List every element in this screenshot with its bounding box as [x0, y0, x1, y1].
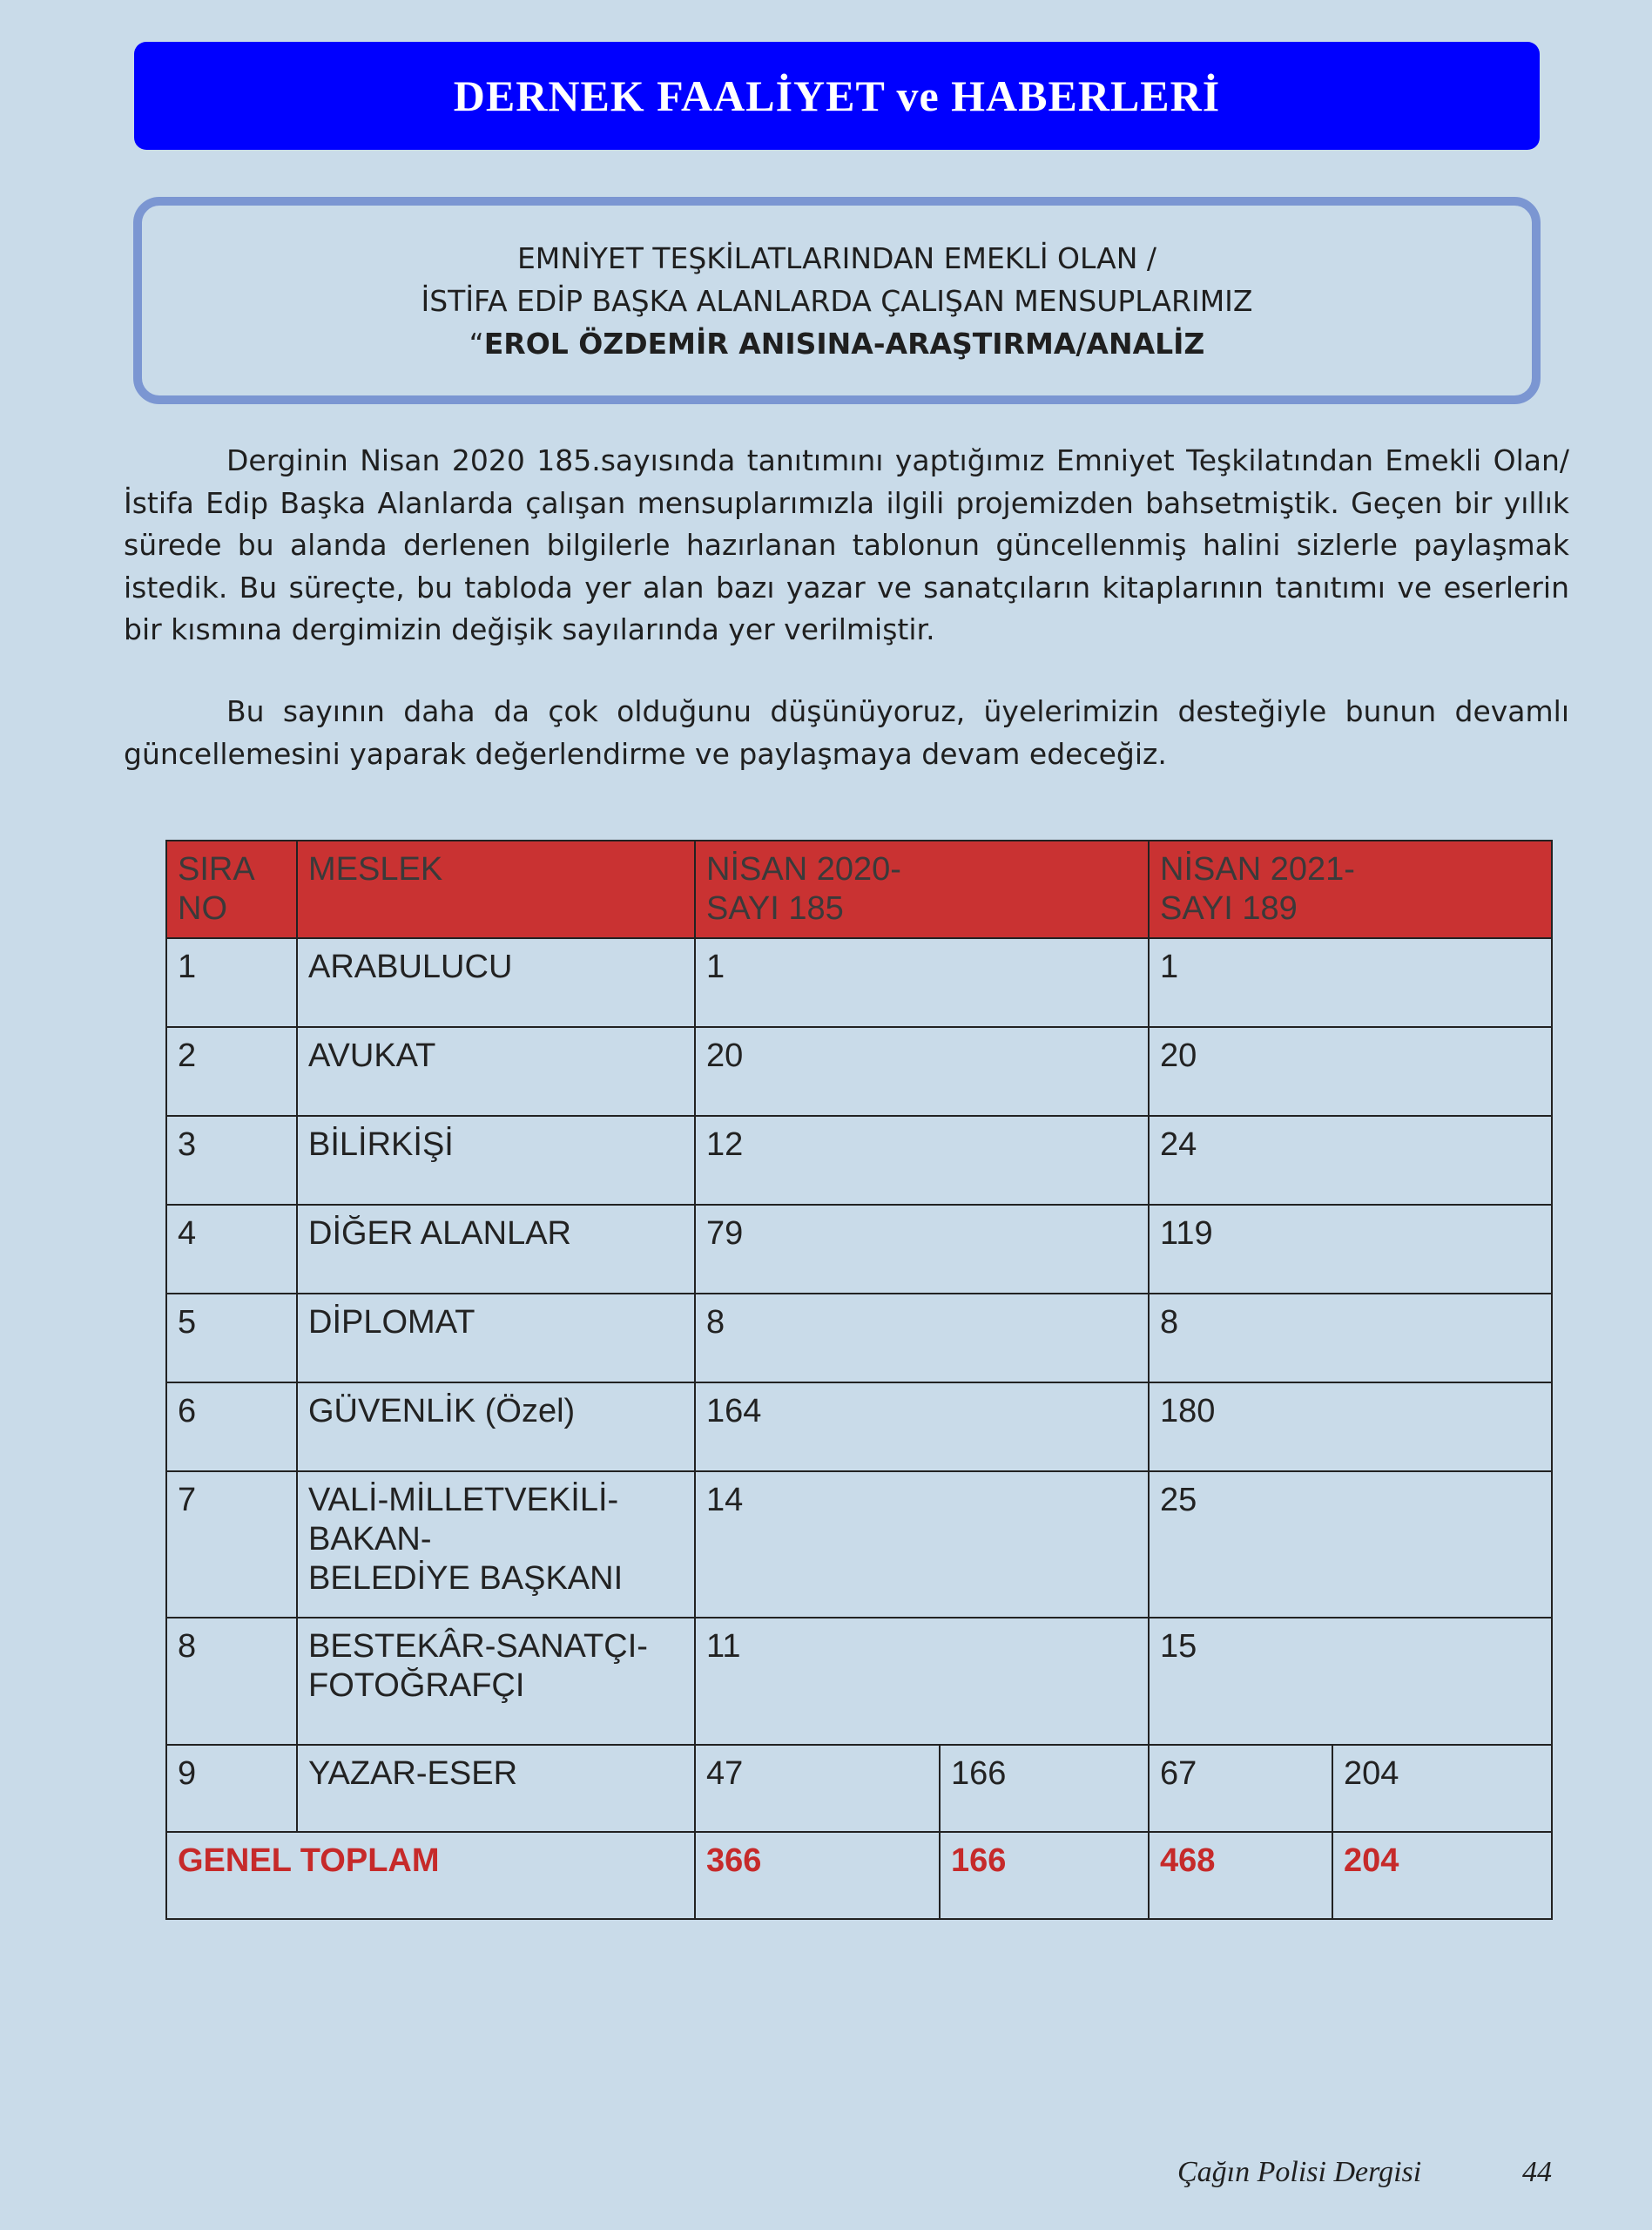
row-value-2020: 14	[695, 1471, 1149, 1618]
row-meslek: VALİ-MİLLETVEKİLİ- BAKAN- BELEDİYE BAŞKANI	[297, 1471, 695, 1618]
magazine-name: Çağın Polisi Dergisi	[1177, 2156, 1422, 2188]
row-value-2021: 1	[1149, 938, 1552, 1027]
row-value-2020: 20	[695, 1027, 1149, 1116]
row-no: 4	[166, 1205, 297, 1294]
row-no: 3	[166, 1116, 297, 1205]
row-value-2020: 164	[695, 1382, 1149, 1471]
row-value-2020: 1	[695, 938, 1149, 1027]
row-eser-2020: 166	[940, 1745, 1149, 1832]
row-meslek: ARABULUCU	[297, 938, 695, 1027]
row-meslek: BESTEKÂR-SANATÇI- FOTOĞRAFÇI	[297, 1618, 695, 1745]
row-value-2021: 15	[1149, 1618, 1552, 1745]
row-meslek: BİLİRKİŞİ	[297, 1116, 695, 1205]
paragraph-1-text: Derginin Nisan 2020 185.sayısında tanıtımını yaptığımız Emniyet Teşkilatından Emekli Olan/İstifa Edip Başka Alanlarda çalışan mensuplarımızla ilgili projemizden bahsetmiştik. Geçen bir yıllık sürede bu alanda derlenen bilgilerle hazırlanan tablonun güncellenmiş halini sizlerle paylaşmak istedik. Bu süreçte, bu tabloda yer alan bazı yazar ve sanatçıların kitaplarının tanıtımı ve eserlerin bir kısmına dergimizin değişik sayılarında yer verilmiştir.	[124, 443, 1569, 646]
table-row	[166, 1471, 1552, 1618]
row-value-2021: 119	[1149, 1205, 1552, 1294]
section-title: DERNEK FAALİYET ve HABERLERİ	[453, 71, 1221, 120]
body-paragraph-1	[124, 440, 1569, 652]
row-eser-2021: 204	[1332, 1745, 1552, 1832]
row-no: 5	[166, 1294, 297, 1382]
row-meslek: DİPLOMAT	[297, 1294, 695, 1382]
article-title-line1: EMNİYET TEŞKİLATLARINDAN EMEKLİ OLAN /	[516, 240, 1157, 275]
total-label: GENEL TOPLAM	[166, 1832, 695, 1919]
quote-mark: “	[469, 326, 484, 361]
table-body	[166, 938, 1552, 1919]
table-row	[166, 1294, 1552, 1382]
row-meslek: YAZAR-ESER	[297, 1745, 695, 1832]
table-row	[166, 1745, 1552, 1832]
header-no: SIRA NO	[166, 841, 297, 938]
row-value-2021: 67	[1149, 1745, 1332, 1832]
row-value-2021: 180	[1149, 1382, 1552, 1471]
row-no: 1	[166, 938, 297, 1027]
profession-table	[165, 840, 1553, 1920]
body-paragraph-2	[124, 691, 1569, 775]
header-2021: NİSAN 2021- SAYI 189	[1149, 841, 1552, 938]
row-meslek: GÜVENLİK (Özel)	[297, 1382, 695, 1471]
table-row	[166, 1116, 1552, 1205]
row-meslek: AVUKAT	[297, 1027, 695, 1116]
header-2020: NİSAN 2020- SAYI 185	[695, 841, 1149, 938]
row-value-2020: 11	[695, 1618, 1149, 1745]
row-no: 6	[166, 1382, 297, 1471]
row-value-2021: 20	[1149, 1027, 1552, 1116]
total-row	[166, 1832, 1552, 1919]
row-value-2020: 47	[695, 1745, 940, 1832]
section-header	[134, 42, 1540, 150]
row-no: 8	[166, 1618, 297, 1745]
table-row	[166, 1382, 1552, 1471]
row-value-2021: 24	[1149, 1116, 1552, 1205]
table-row	[166, 938, 1552, 1027]
row-no: 7	[166, 1471, 297, 1618]
total-eser-2021: 204	[1332, 1832, 1552, 1919]
row-value-2020: 8	[695, 1294, 1149, 1382]
row-meslek: DİĞER ALANLAR	[297, 1205, 695, 1294]
row-no: 2	[166, 1027, 297, 1116]
paragraph-2-text: Bu sayının daha da çok olduğunu düşünüyoruz, üyelerimizin desteğiyle bunun devamlı güncellemesini yaparak değerlendirme ve paylaşmaya devam edeceğiz.	[124, 694, 1569, 771]
article-title-line2: İSTİFA EDİP BAŞKA ALANLARDA ÇALIŞAN MENSUPLARIMIZ	[421, 283, 1253, 318]
article-title-line3	[469, 322, 1205, 365]
row-value-2020: 79	[695, 1205, 1149, 1294]
article-title-bold: EROL ÖZDEMİR ANISINA-ARAŞTIRMA/ANALİZ	[483, 326, 1205, 361]
header-meslek: MESLEK	[297, 841, 695, 938]
page-number: 44	[1522, 2156, 1552, 2188]
table-row	[166, 1618, 1552, 1745]
table-header-row	[166, 841, 1552, 938]
row-value-2020: 12	[695, 1116, 1149, 1205]
total-2021: 468	[1149, 1832, 1332, 1919]
row-value-2021: 8	[1149, 1294, 1552, 1382]
article-title-box	[133, 197, 1541, 404]
row-value-2021: 25	[1149, 1471, 1552, 1618]
total-2020: 366	[695, 1832, 940, 1919]
total-eser-2020: 166	[940, 1832, 1149, 1919]
table-row	[166, 1205, 1552, 1294]
table-row	[166, 1027, 1552, 1116]
row-no: 9	[166, 1745, 297, 1832]
